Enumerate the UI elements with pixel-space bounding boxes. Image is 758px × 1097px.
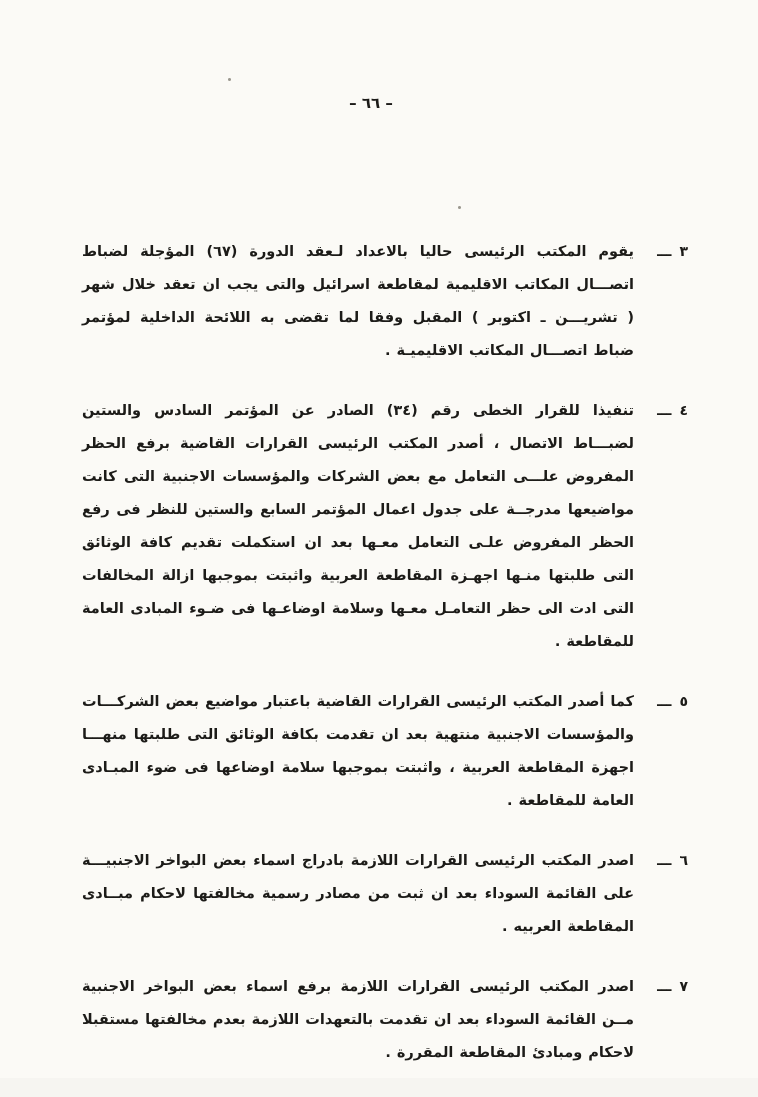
paragraph-number-cell: [634, 845, 688, 878]
document-body: [82, 236, 688, 1097]
paragraph-number: ٥: [679, 694, 688, 710]
paragraph-dash: ـــ: [657, 979, 672, 995]
paragraph-number-cell: [634, 236, 688, 269]
paragraph-dash: ـــ: [657, 694, 672, 710]
paragraph-4: [82, 395, 688, 659]
paragraph-dash: ـــ: [657, 244, 672, 260]
scan-speck: [458, 206, 461, 209]
paragraph-text: اصدر المكتب الرئيسى القرارات اللازمة برفع اسماء بعض البواخر الاجنبية مــن القائمة السوداء بعد ان تقدمت بالتعهدات اللازمة بعدم مخالفتها مستقبلا لاحكام ومبادئ المقاطعة المقررة .: [82, 979, 634, 1061]
paragraph-number-cell: [634, 686, 688, 719]
paragraph-number: ٣: [679, 244, 688, 260]
paragraph-3: [82, 236, 688, 368]
paragraph-number: ٦: [679, 853, 688, 869]
paragraph-text: تنفيذا للقرار الخطى رقم (٣٤) الصادر عن المؤتمر السادس والستين لضبـــاط الاتصال ، أصدر المكتب الرئيسى القرارات القاضية برفع الحظر المفروض علـــى التعامل مع بعض الشركات والمؤسسات الاجنبية التى كانت مواضيعها مدرجــة على جدول اعمال المؤتمر السابع والستين للنظر فى رفع الحظر المفروض علـى التعامل معـها بعد ان استكملت تقديم كافة الوثائق التى طلبتها منـها اجهـزة المقاطعة العربية واثبتت بموجبها ازالة المخالفات التى ادت الى حظر التعامـل معـها وسلامة اوضاعـها فى ضـوء المبادى العامة للمقاطعة .: [82, 403, 634, 650]
paragraph-6: [82, 845, 688, 944]
paragraph-text: كما أصدر المكتب الرئيسى القرارات القاضية باعتبار مواضيع بعض الشركـــات والمؤسسات الاجنبية منتهية بعد ان تقدمت بكافة الوثائق التى طلبتها منهـــا اجهزة المقاطعة العربية ، واثبتت بموجبها سلامة اوضاعها فى ضوء المبـادى العامة للمقاطعة .: [82, 694, 634, 809]
paragraph-dash: ـــ: [657, 403, 672, 419]
paragraph-number: ٤: [679, 403, 688, 419]
paragraph-text: اصدر المكتب الرئيسى القرارات اللازمة بادراج اسماء بعض البواخر الاجنبيـــة على القائمة السوداء بعد ان ثبت من مصادر رسمية مخالفتها لاحكام مبــادى المقاطعة العربيه .: [82, 853, 634, 935]
paragraph-dash: ـــ: [657, 853, 672, 869]
paragraph-number-cell: [634, 971, 688, 1004]
paragraph-number: ٧: [679, 979, 688, 995]
scan-speck: [228, 78, 231, 81]
paragraph-7: [82, 971, 688, 1070]
paragraph-number-cell: [634, 395, 688, 428]
page-number: – ٦٦ –: [349, 94, 393, 112]
paragraph-text: يقوم المكتب الرئيسى حاليا بالاعداد لـعقد الدورة (٦٧) المؤجلة لضباط اتصـــال المكاتب الاقليمية لمقاطعة اسرائيل والتى يجب ان تعقد خلال شهر ( تشريـــن ـ اكتوبر ) المقبل وفقا لما تقضى به اللائحة الداخلية لمؤتمر ضباط اتصـــال المكاتب الاقليميـة .: [82, 244, 634, 359]
paragraph-5: [82, 686, 688, 818]
